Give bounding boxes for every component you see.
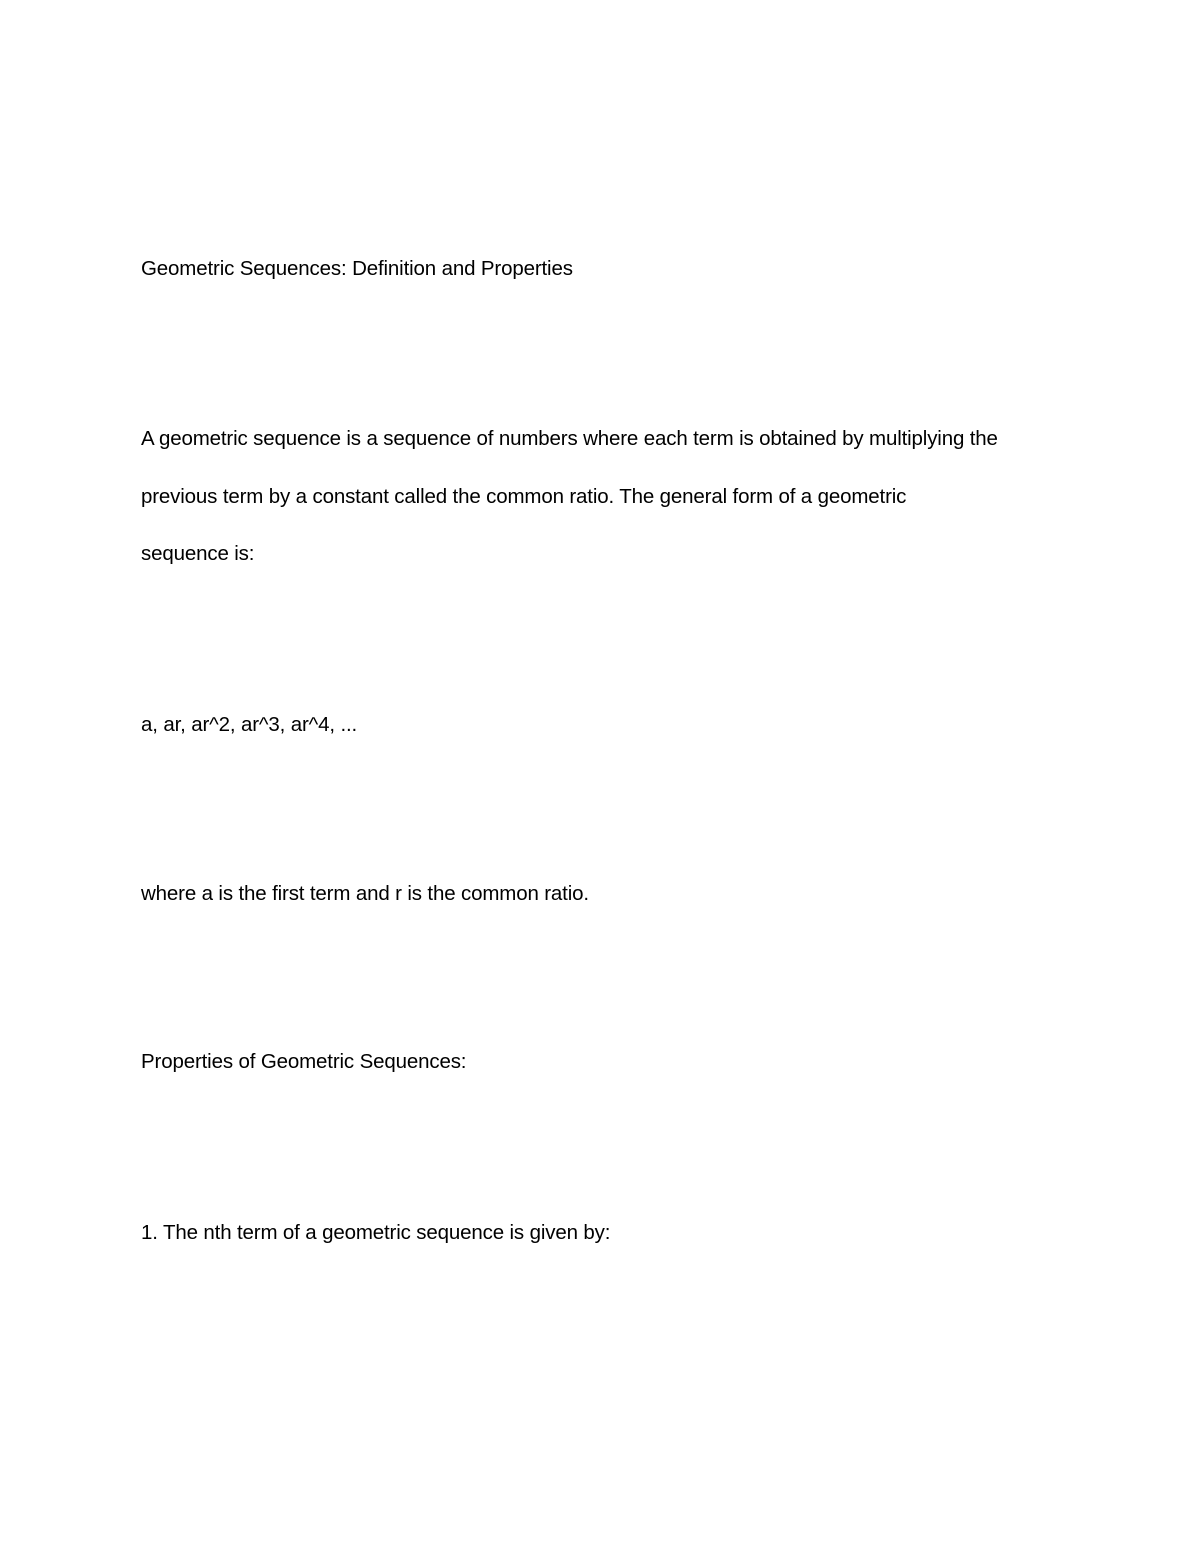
document-title: Geometric Sequences: Definition and Properties: [141, 257, 573, 280]
where-clause: where a is the first term and r is the common ratio.: [141, 882, 589, 905]
intro-line-1: A geometric sequence is a sequence of numbers where each term is obtained by multiplying the: [141, 427, 998, 450]
properties-heading: Properties of Geometric Sequences:: [141, 1050, 467, 1073]
property-1-text: 1. The nth term of a geometric sequence is given by:: [141, 1221, 611, 1244]
intro-line-3: sequence is:: [141, 542, 255, 565]
general-form-formula: a, ar, ar^2, ar^3, ar^4, ...: [141, 713, 358, 736]
intro-line-2: previous term by a constant called the common ratio. The general form of a geometric: [141, 485, 907, 508]
